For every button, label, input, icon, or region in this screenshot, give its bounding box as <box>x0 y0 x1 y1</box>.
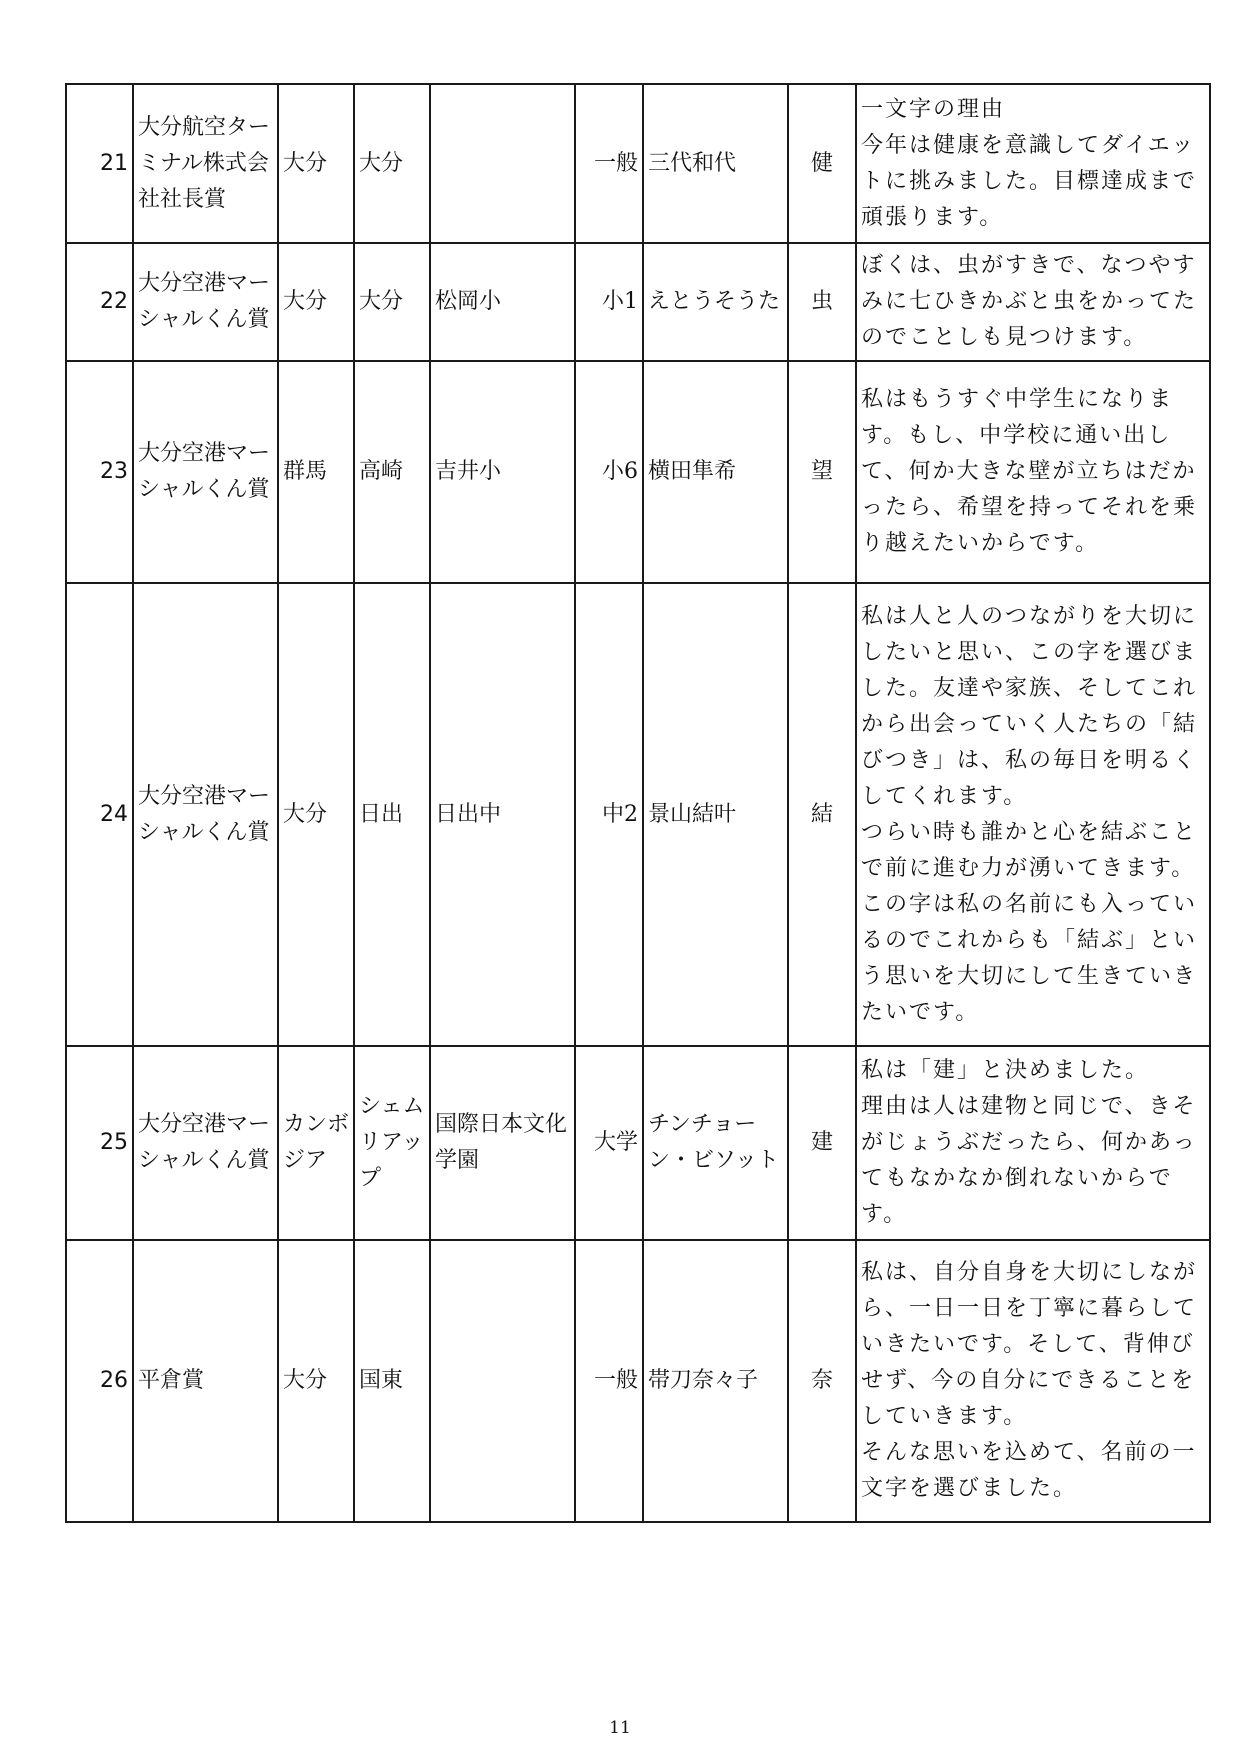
table-row <box>66 361 1210 583</box>
chosen-kanji: 望 <box>788 361 856 583</box>
entry-number: 25 <box>66 1046 133 1240</box>
reason-text: 私は人と人のつながりを大切にしたいと思い、この字を選びました。友達や家族、そしてこれから出会っていく人たちの「結びつき」は、私の毎日を明るくしてくれます。 つらい時も誰かと心を結ぶことで前に進む力が湧いてきます。 この字は私の名前にも入っているのでこれからも「結ぶ」という思いを大切にして生きていきたいです。 <box>856 583 1210 1046</box>
grade: 大学 <box>575 1046 643 1240</box>
school <box>430 1240 575 1522</box>
award-name: 大分空港マーシャルくん賞 <box>133 583 278 1046</box>
school <box>430 84 575 243</box>
award-name: 大分空港マーシャルくん賞 <box>133 243 278 361</box>
prefecture: 大分 <box>278 243 354 361</box>
school: 吉井小 <box>430 361 575 583</box>
reason-text: 一文字の理由 今年は健康を意識してダイエットに挑みました。目標達成まで頑張ります。 <box>856 84 1210 243</box>
entry-number: 22 <box>66 243 133 361</box>
entrant-name: 帯刀奈々子 <box>643 1240 788 1522</box>
chosen-kanji: 奈 <box>788 1240 856 1522</box>
grade: 中2 <box>575 583 643 1046</box>
city: 国東 <box>354 1240 430 1522</box>
reason-text: ぼくは、虫がすきで、なつやすみに七ひきかぶと虫をかってたのでことしも見つけます。 <box>856 243 1210 361</box>
city: 大分 <box>354 84 430 243</box>
entrant-name: えとうそうた <box>643 243 788 361</box>
prefecture: 大分 <box>278 583 354 1046</box>
chosen-kanji: 結 <box>788 583 856 1046</box>
chosen-kanji: 健 <box>788 84 856 243</box>
table-row <box>66 1240 1210 1522</box>
grade: 小6 <box>575 361 643 583</box>
city: 大分 <box>354 243 430 361</box>
prefecture: カンボジア <box>278 1046 354 1240</box>
award-name: 大分空港マーシャルくん賞 <box>133 1046 278 1240</box>
award-name: 平倉賞 <box>133 1240 278 1522</box>
award-name: 大分航空ターミナル株式会社社長賞 <box>133 84 278 243</box>
grade: 一般 <box>575 84 643 243</box>
prefecture: 大分 <box>278 1240 354 1522</box>
reason-text: 私は、自分自身を大切にしながら、一日一日を丁寧に暮らしていきたいです。そして、背伸びせず、今の自分にできることをしていきます。 そんな思いを込めて、名前の一文字を選びました。 <box>856 1240 1210 1522</box>
table-row <box>66 583 1210 1046</box>
entrant-name: 横田隼希 <box>643 361 788 583</box>
prefecture: 群馬 <box>278 361 354 583</box>
page-number: 11 <box>609 1718 631 1738</box>
grade: 一般 <box>575 1240 643 1522</box>
reason-text: 私はもうすぐ中学生になります。もし、中学校に通い出して、何か大きな壁が立ちはだかったら、希望を持ってそれを乗り越えたいからです。 <box>856 361 1210 583</box>
entry-number: 24 <box>66 583 133 1046</box>
awards-table <box>65 83 1211 1523</box>
city: シェムリアップ <box>354 1046 430 1240</box>
table-row <box>66 243 1210 361</box>
school: 国際日本文化学園 <box>430 1046 575 1240</box>
city: 高崎 <box>354 361 430 583</box>
grade: 小1 <box>575 243 643 361</box>
award-name: 大分空港マーシャルくん賞 <box>133 361 278 583</box>
prefecture: 大分 <box>278 84 354 243</box>
entrant-name: チンチョーン・ビソット <box>643 1046 788 1240</box>
reason-text: 私は「建」と決めました。 理由は人は建物と同じで、きそがじょうぶだったら、何かあってもなかなか倒れないからです。 <box>856 1046 1210 1240</box>
entry-number: 26 <box>66 1240 133 1522</box>
table-row <box>66 84 1210 243</box>
entry-number: 21 <box>66 84 133 243</box>
chosen-kanji: 建 <box>788 1046 856 1240</box>
entrant-name: 景山結叶 <box>643 583 788 1046</box>
chosen-kanji: 虫 <box>788 243 856 361</box>
entry-number: 23 <box>66 361 133 583</box>
school: 日出中 <box>430 583 575 1046</box>
entrant-name: 三代和代 <box>643 84 788 243</box>
table-row <box>66 1046 1210 1240</box>
school: 松岡小 <box>430 243 575 361</box>
city: 日出 <box>354 583 430 1046</box>
